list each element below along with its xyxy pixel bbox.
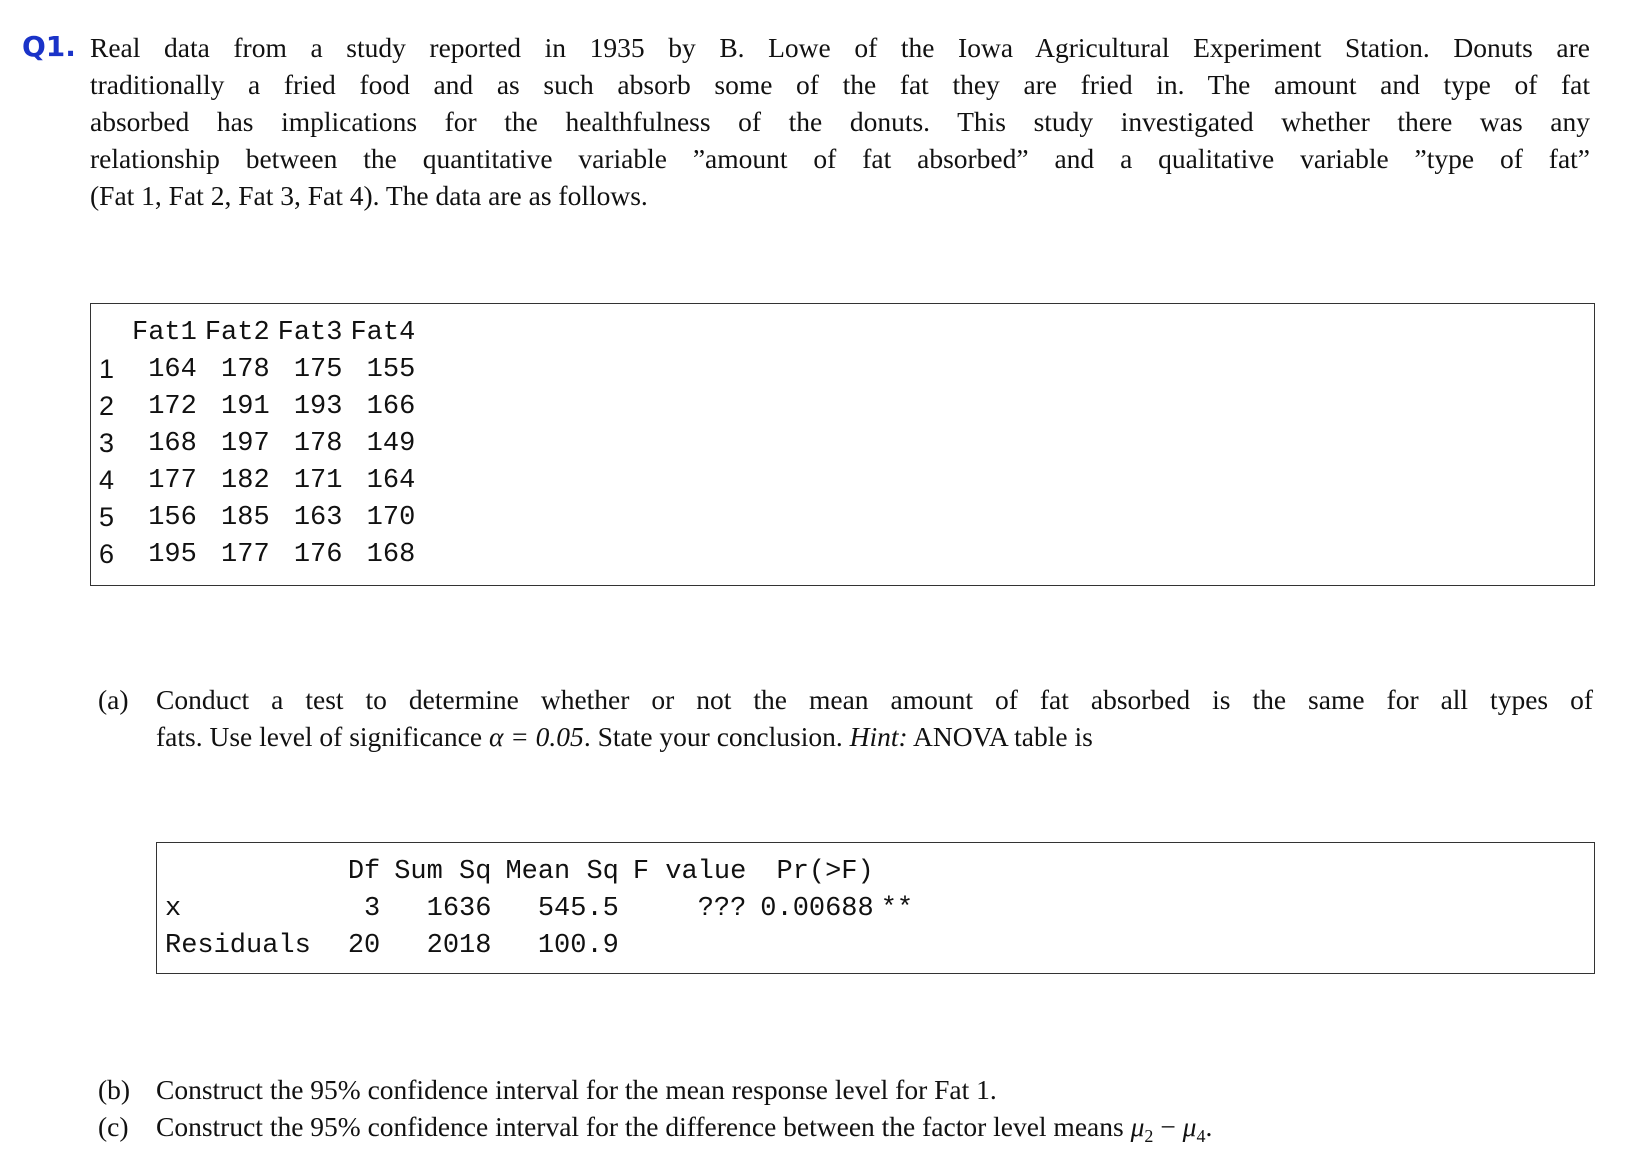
table-cell: ???	[697, 893, 747, 924]
intro-line: absorbed has implications for the healthfulness of the donuts. This study investigated whether there was any	[90, 106, 1590, 137]
table-cell: 175	[293, 354, 343, 385]
column-header: Fat1	[132, 317, 197, 348]
part-c-text-post: .	[1205, 1111, 1213, 1142]
mu-symbol: μ	[1130, 1111, 1145, 1142]
column-header: F value	[632, 856, 747, 887]
source-cell: Residuals	[165, 930, 311, 961]
table-cell	[626, 927, 753, 964]
fat-data-table	[99, 314, 419, 573]
table-cell	[753, 927, 880, 964]
table-row	[99, 425, 419, 462]
table-cell: 2018	[426, 930, 492, 961]
column-header: Fat2	[204, 317, 270, 348]
part-a-line2-post: ANOVA table is	[907, 721, 1093, 752]
minus-sign: −	[1153, 1111, 1183, 1142]
intro-line: relationship between the quantitative variable ”amount of fat absorbed” and a qualitative variable ”type of fat”	[90, 143, 1590, 174]
table-cell: 171	[293, 465, 343, 496]
significance-cell	[881, 927, 920, 964]
table-header-row	[99, 314, 419, 351]
table-cell: 545.5	[537, 893, 619, 924]
row-number-header	[99, 314, 128, 351]
intro-line: Real data from a study reported in 1935 by B. Lowe of the Iowa Agricultural Experiment Station. Donuts are	[90, 32, 1590, 63]
table-row	[99, 351, 419, 388]
table-row	[99, 499, 419, 536]
alpha-expression: α = 0.05	[488, 721, 584, 752]
part-b-text: Construct the 95% confidence interval for the mean response level for Fat 1.	[156, 1074, 997, 1105]
significance-cell: **	[880, 893, 914, 924]
table-cell: 166	[366, 391, 416, 422]
subscript: 2	[1144, 1126, 1154, 1146]
part-c-text-pre: Construct the 95% confidence interval for the difference between the factor level means	[156, 1111, 1131, 1142]
row-number: 5	[99, 502, 115, 532]
table-cell: 168	[366, 539, 416, 570]
table-row	[99, 462, 419, 499]
table-row	[165, 890, 920, 927]
table-cell: 156	[148, 502, 197, 533]
row-number: 6	[99, 539, 115, 569]
table-cell: 178	[221, 354, 270, 385]
table-cell: 178	[293, 428, 343, 459]
table-cell: 164	[148, 354, 197, 385]
table-cell: 168	[148, 428, 197, 459]
column-header: Mean Sq	[505, 856, 619, 887]
column-header: Fat3	[277, 317, 343, 348]
column-header: Df	[347, 856, 381, 887]
table-cell: 176	[293, 539, 343, 570]
part-a-line2	[156, 718, 1593, 755]
mu-symbol: μ	[1182, 1111, 1197, 1142]
table-cell: 177	[148, 465, 197, 496]
column-header	[881, 853, 920, 890]
table-cell: 3	[364, 893, 381, 924]
column-header: Pr(>F)	[776, 856, 874, 887]
part-a-line2-mid: . State your conclusion.	[583, 721, 850, 752]
row-number: 4	[99, 465, 115, 495]
table-cell: 155	[366, 354, 416, 385]
part-a-line1: Conduct a test to determine whether or not the mean amount of fat absorbed is the same for all types of	[156, 684, 1593, 715]
hint-label: Hint:	[849, 721, 908, 752]
data-table-box	[90, 303, 1595, 586]
table-cell: 1636	[426, 893, 492, 924]
table-cell: 182	[221, 465, 270, 496]
table-cell: 170	[366, 502, 416, 533]
row-number: 3	[99, 428, 115, 458]
table-cell: 185	[221, 502, 270, 533]
table-cell: 172	[148, 391, 197, 422]
table-cell: 149	[366, 428, 416, 459]
part-a-line2-pre: fats. Use level of significance	[156, 721, 489, 752]
table-cell: 177	[221, 539, 270, 570]
table-cell: 193	[293, 391, 343, 422]
table-cell: 164	[366, 465, 416, 496]
column-header: Fat4	[350, 317, 416, 348]
row-number: 2	[99, 391, 115, 421]
table-cell: 197	[221, 428, 270, 459]
table-row	[99, 536, 419, 573]
table-row	[99, 388, 419, 425]
anova-table	[165, 853, 920, 964]
table-cell: 0.00688	[760, 893, 874, 924]
subscript: 4	[1196, 1126, 1206, 1146]
table-cell: 100.9	[537, 930, 619, 961]
question-label: Q1.	[22, 30, 76, 63]
intro-line: (Fat 1, Fat 2, Fat 3, Fat 4). The data are as follows.	[90, 180, 648, 211]
source-cell: x	[165, 893, 182, 924]
table-cell: 195	[148, 539, 197, 570]
intro-line: traditionally a fried food and as such absorb some of the fat they are fried in. The amount and type of fat	[90, 69, 1590, 100]
row-number: 1	[99, 354, 115, 384]
table-row	[165, 927, 920, 964]
part-a-label: (a)	[98, 684, 129, 715]
question-intro	[90, 29, 1590, 214]
table-cell: 163	[293, 502, 343, 533]
part-a-text	[156, 681, 1593, 755]
anova-table-box	[156, 842, 1595, 974]
column-header	[165, 853, 341, 890]
table-cell: 191	[221, 391, 270, 422]
part-b-label: (b)	[98, 1074, 131, 1105]
part-c-text	[156, 1108, 1593, 1155]
table-cell: 20	[347, 930, 381, 961]
table-header-row	[165, 853, 920, 890]
part-c-label: (c)	[98, 1111, 129, 1142]
column-header: Sum Sq	[394, 856, 492, 887]
